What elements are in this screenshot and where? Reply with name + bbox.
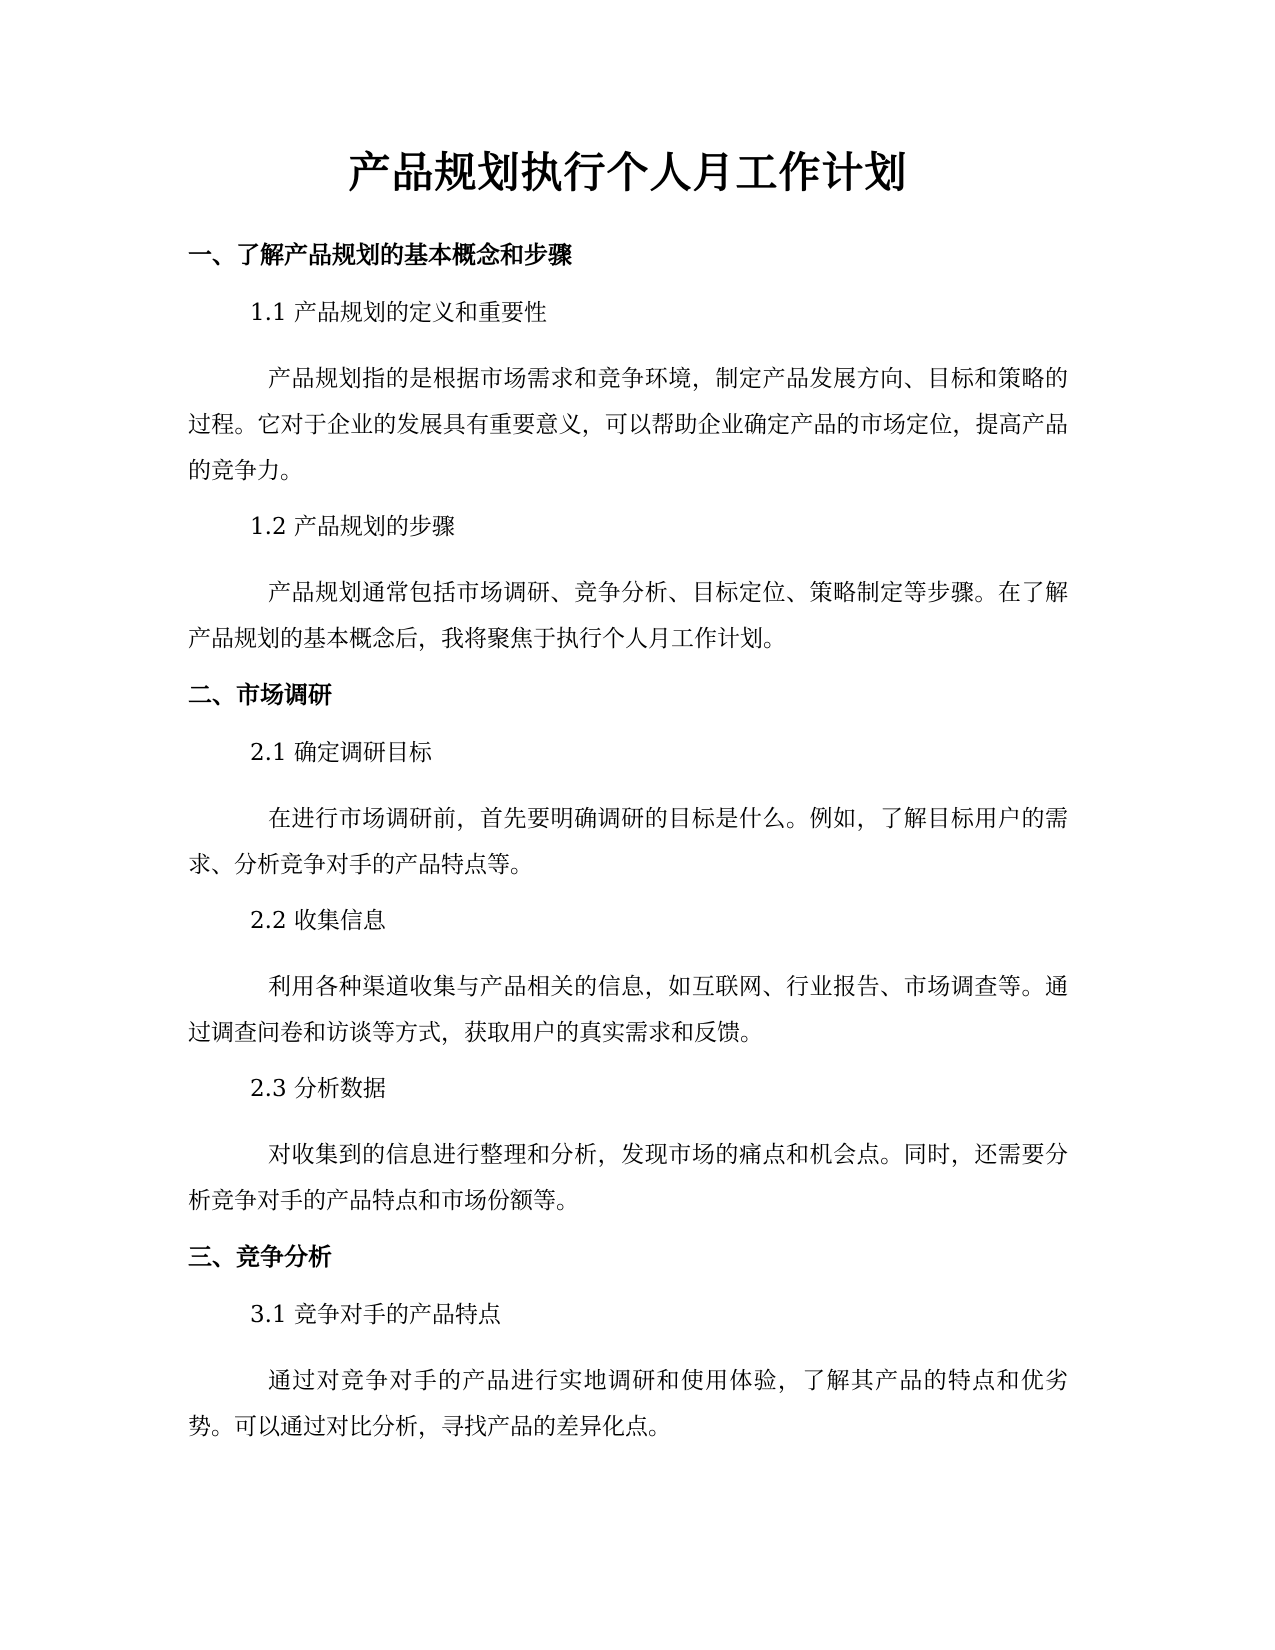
section-heading: 二、市场调研 xyxy=(188,681,332,710)
section-heading: 一、了解产品规划的基本概念和步骤 xyxy=(188,241,572,270)
section-heading: 三、竞争分析 xyxy=(188,1243,332,1272)
subsection-heading: 2.1 确定调研目标 xyxy=(250,740,432,767)
subsection-heading: 2.3 分析数据 xyxy=(250,1076,386,1103)
subsection-heading: 3.1 竞争对手的产品特点 xyxy=(250,1302,501,1329)
paragraph: 通过对竞争对手的产品进行实地调研和使用体验，了解其产品的特点和优劣势。可以通过对比分析，寻找产品的差异化点。 xyxy=(188,1368,1068,1441)
document-title: 产品规划执行个人月工作计划 xyxy=(348,148,908,197)
subsection-heading: 2.2 收集信息 xyxy=(250,908,386,935)
paragraph: 产品规划通常包括市场调研、竞争分析、目标定位、策略制定等步骤。在了解产品规划的基本概念后，我将聚焦于执行个人月工作计划。 xyxy=(188,580,1068,653)
subsection-heading: 1.2 产品规划的步骤 xyxy=(250,514,455,541)
paragraph: 对收集到的信息进行整理和分析，发现市场的痛点和机会点。同时，还需要分析竞争对手的产品特点和市场份额等。 xyxy=(188,1142,1068,1215)
paragraph: 在进行市场调研前，首先要明确调研的目标是什么。例如，了解目标用户的需求、分析竞争对手的产品特点等。 xyxy=(188,806,1068,879)
subsection-heading: 1.1 产品规划的定义和重要性 xyxy=(250,300,547,327)
paragraph: 利用各种渠道收集与产品相关的信息，如互联网、行业报告、市场调查等。通过调查问卷和访谈等方式，获取用户的真实需求和反馈。 xyxy=(188,974,1068,1047)
paragraph: 产品规划指的是根据市场需求和竞争环境，制定产品发展方向、目标和策略的过程。它对于企业的发展具有重要意义，可以帮助企业确定产品的市场定位，提高产品的竞争力。 xyxy=(188,366,1068,485)
document-content xyxy=(188,148,1068,1466)
section-3 xyxy=(188,1240,1068,1450)
section-2 xyxy=(188,678,1068,1224)
section-1 xyxy=(188,238,1068,662)
